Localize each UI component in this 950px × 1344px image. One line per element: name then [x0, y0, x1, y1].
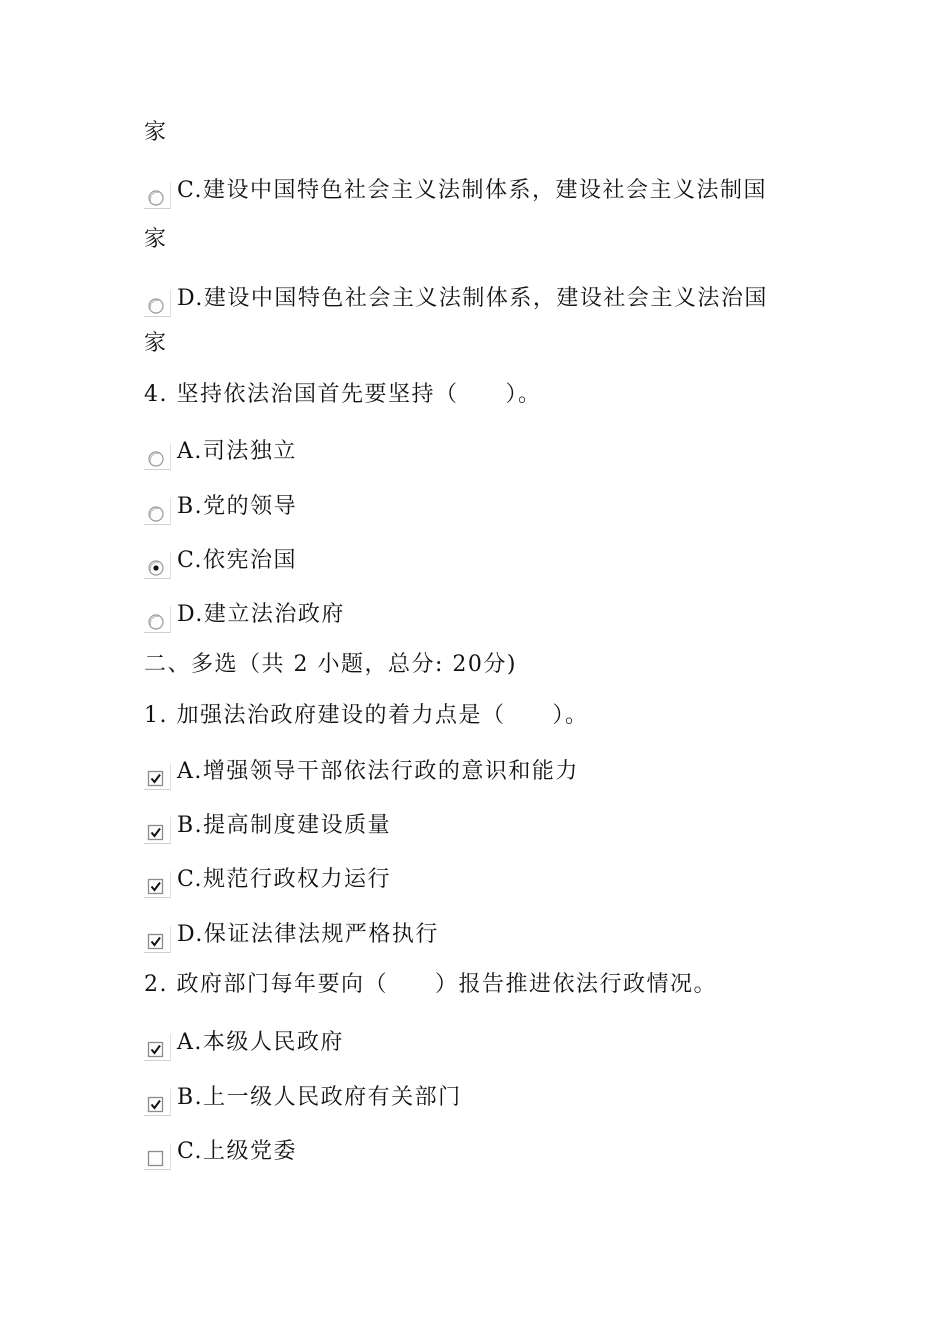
checkbox-unchecked-icon[interactable]: [144, 1143, 171, 1170]
radio-option[interactable]: [144, 596, 345, 633]
option-label: C.建设中国特色社会主义法制体系，建设社会主义法制国: [177, 177, 768, 203]
option-label: C.依宪治国: [177, 547, 298, 573]
text-line: 1. 加强法治政府建设的着力点是（ ）。: [144, 703, 589, 728]
radio-unchecked-icon[interactable]: [144, 290, 171, 317]
option-label: A.增强领导干部依法行政的意识和能力: [177, 758, 579, 784]
checkbox-checked-icon[interactable]: [144, 817, 171, 844]
text-line: 家: [144, 120, 168, 145]
text-line: 2. 政府部门每年要向（ ）报告推进依法行政情况。: [144, 972, 717, 997]
checkbox-option[interactable]: [144, 1079, 462, 1116]
checkbox-checked-icon[interactable]: [144, 763, 171, 790]
checkbox-option[interactable]: [144, 861, 391, 898]
checkbox-option[interactable]: [144, 807, 391, 844]
radio-option[interactable]: [144, 280, 768, 317]
checkbox-checked-icon[interactable]: [144, 926, 171, 953]
radio-unchecked-icon[interactable]: [144, 606, 171, 633]
radio-unchecked-icon[interactable]: [144, 443, 171, 470]
text-line: 二、多选（共 2 小题，总分: 20分): [144, 652, 517, 677]
checkbox-checked-icon[interactable]: [144, 1034, 171, 1061]
text-line: 家: [144, 331, 168, 356]
radio-option[interactable]: [144, 433, 297, 470]
option-label: D.保证法律法规严格执行: [177, 921, 439, 947]
checkbox-option[interactable]: [144, 1133, 297, 1170]
radio-option[interactable]: [144, 488, 297, 525]
checkbox-checked-icon[interactable]: [144, 1089, 171, 1116]
radio-option[interactable]: [144, 172, 767, 209]
option-label: B.党的领导: [177, 493, 298, 519]
option-label: D.建设中国特色社会主义法制体系，建设社会主义法治国: [177, 285, 768, 311]
radio-unchecked-icon[interactable]: [144, 182, 171, 209]
option-label: A.司法独立: [177, 438, 297, 464]
option-label: B.上一级人民政府有关部门: [177, 1084, 462, 1110]
checkbox-option[interactable]: [144, 1024, 344, 1061]
checkbox-option[interactable]: [144, 753, 579, 790]
checkbox-checked-icon[interactable]: [144, 871, 171, 898]
checkbox-option[interactable]: [144, 916, 439, 953]
text-line: 家: [144, 227, 168, 252]
text-line: 4. 坚持依法治国首先要坚持（ ）。: [144, 382, 542, 407]
option-label: B.提高制度建设质量: [177, 812, 392, 838]
radio-option[interactable]: [144, 542, 297, 579]
option-label: D.建立法治政府: [177, 601, 345, 627]
option-label: C.规范行政权力运行: [177, 866, 392, 892]
radio-checked-icon[interactable]: [144, 552, 171, 579]
option-label: C.上级党委: [177, 1138, 298, 1164]
option-label: A.本级人民政府: [177, 1029, 344, 1055]
radio-unchecked-icon[interactable]: [144, 498, 171, 525]
